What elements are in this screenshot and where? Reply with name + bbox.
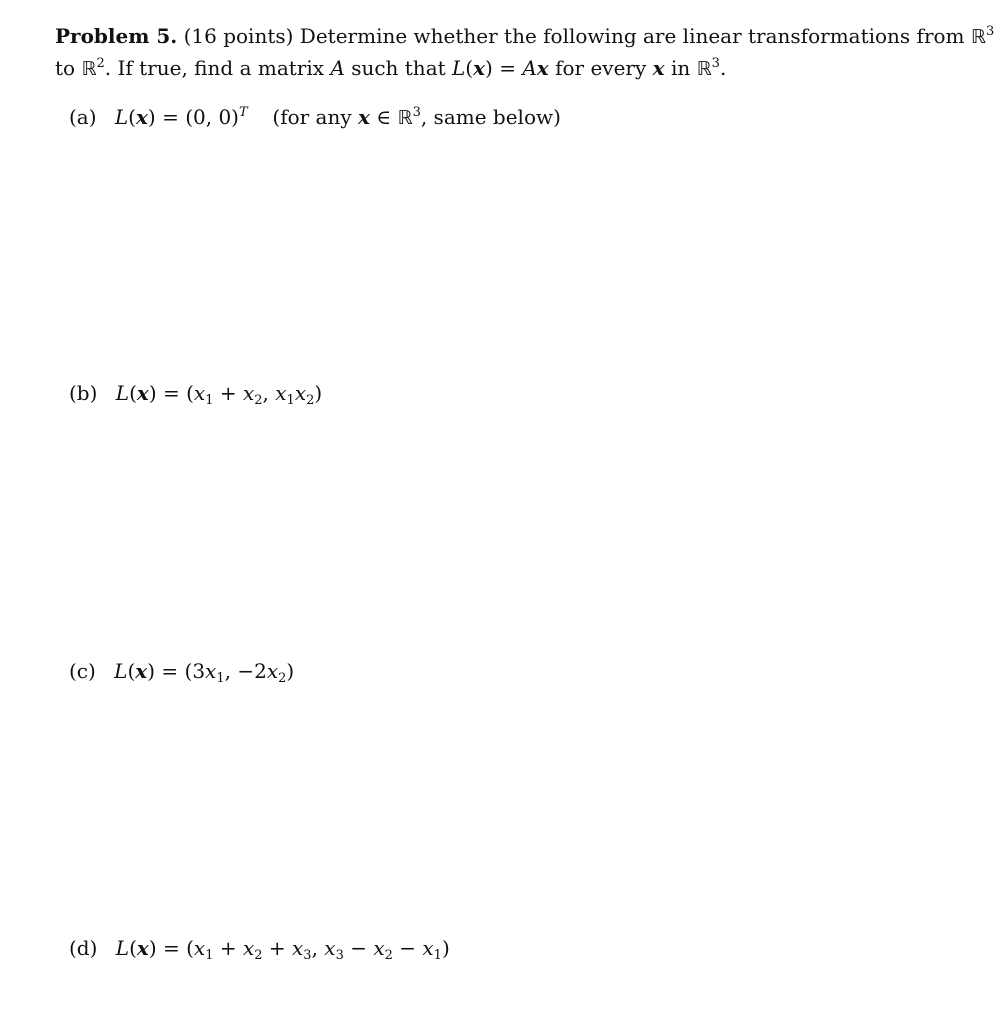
- problem-statement-line-2: to ℝ$^2$. If true, find a matrix A such that L(x) = Ax for every x in ℝ$^3$.: [55, 56, 727, 80]
- map-L: L: [114, 105, 129, 129]
- exponent: 3: [985, 24, 995, 39]
- map-L: L: [452, 56, 466, 80]
- vector-x: x: [136, 381, 149, 405]
- exponent: 3: [711, 56, 720, 71]
- equals-sign: =: [162, 936, 180, 960]
- element-of-symbol: ∈: [376, 105, 392, 129]
- in-word: in: [670, 56, 691, 80]
- equals-sign: =: [162, 381, 180, 405]
- map-L: L: [115, 936, 130, 960]
- part-b: (b) $L(x) = (x_1 + x_2$, $x_1x_2$): [69, 381, 323, 408]
- to-word: to: [55, 56, 76, 80]
- equals-sign: =: [161, 659, 179, 683]
- vector-x: x: [536, 56, 549, 80]
- part-a: (a) L(x) = (0, 0)$^T$ (for any x ∈ ℝ$^3$, same below): [69, 105, 561, 129]
- for-every-text: for every: [555, 56, 647, 80]
- real-space-symbol: ℝ: [397, 107, 413, 129]
- part-c-expression: ($3x_1$, $-2x_2$): [184, 659, 295, 686]
- equals-sign: =: [499, 56, 516, 80]
- vector-x: x: [135, 105, 148, 129]
- vector-x: x: [358, 105, 370, 129]
- such-that-text: such that: [351, 56, 446, 80]
- vector-x: x: [136, 936, 149, 960]
- matrix-name: A: [522, 56, 537, 80]
- real-space-symbol: ℝ: [696, 58, 712, 80]
- problem-intro-text: Determine whether the following are linear transformations from: [299, 24, 965, 48]
- vector-x: x: [135, 659, 148, 683]
- problem-statement-line-1: [55, 23, 994, 50]
- vector-x: x: [473, 56, 486, 80]
- exponent: 2: [96, 56, 105, 71]
- note-suffix: , same below): [420, 105, 561, 129]
- part-label: (c): [69, 659, 96, 683]
- part-c: (c) $L(x) = (3x_1$, $-2x_2$): [69, 659, 295, 686]
- vector-x: x: [652, 56, 665, 80]
- problem-points: (16 points): [183, 24, 294, 48]
- part-d: (d) $L(x) = (x_1 + x_2 + x_3$, $x_3 - x_2 - x_1$): [69, 936, 450, 963]
- real-space-symbol: ℝ: [970, 26, 986, 48]
- part-d-expression: ($x_1 + x_2 + x_3$, $x_3 - x_2 - x_1$): [186, 936, 450, 963]
- part-b-expression: ($x_1 + x_2$, $x_1x_2$): [186, 381, 323, 408]
- equals-sign: =: [162, 105, 179, 129]
- transpose-symbol: T: [239, 105, 248, 120]
- part-a-expression: (0, 0): [185, 105, 239, 129]
- map-L: L: [115, 381, 130, 405]
- period: .: [719, 56, 727, 80]
- part-label: (a): [69, 105, 97, 129]
- exponent: 3: [412, 105, 421, 120]
- map-L: L: [114, 659, 128, 683]
- problem-label: Problem 5.: [55, 24, 178, 48]
- note-prefix: (for any: [272, 105, 352, 129]
- intro-text-2: . If true, find a matrix: [104, 56, 325, 80]
- part-label: (d): [69, 936, 98, 960]
- real-space-symbol: ℝ: [81, 58, 97, 80]
- part-label: (b): [69, 381, 98, 405]
- matrix-name: A: [330, 56, 345, 80]
